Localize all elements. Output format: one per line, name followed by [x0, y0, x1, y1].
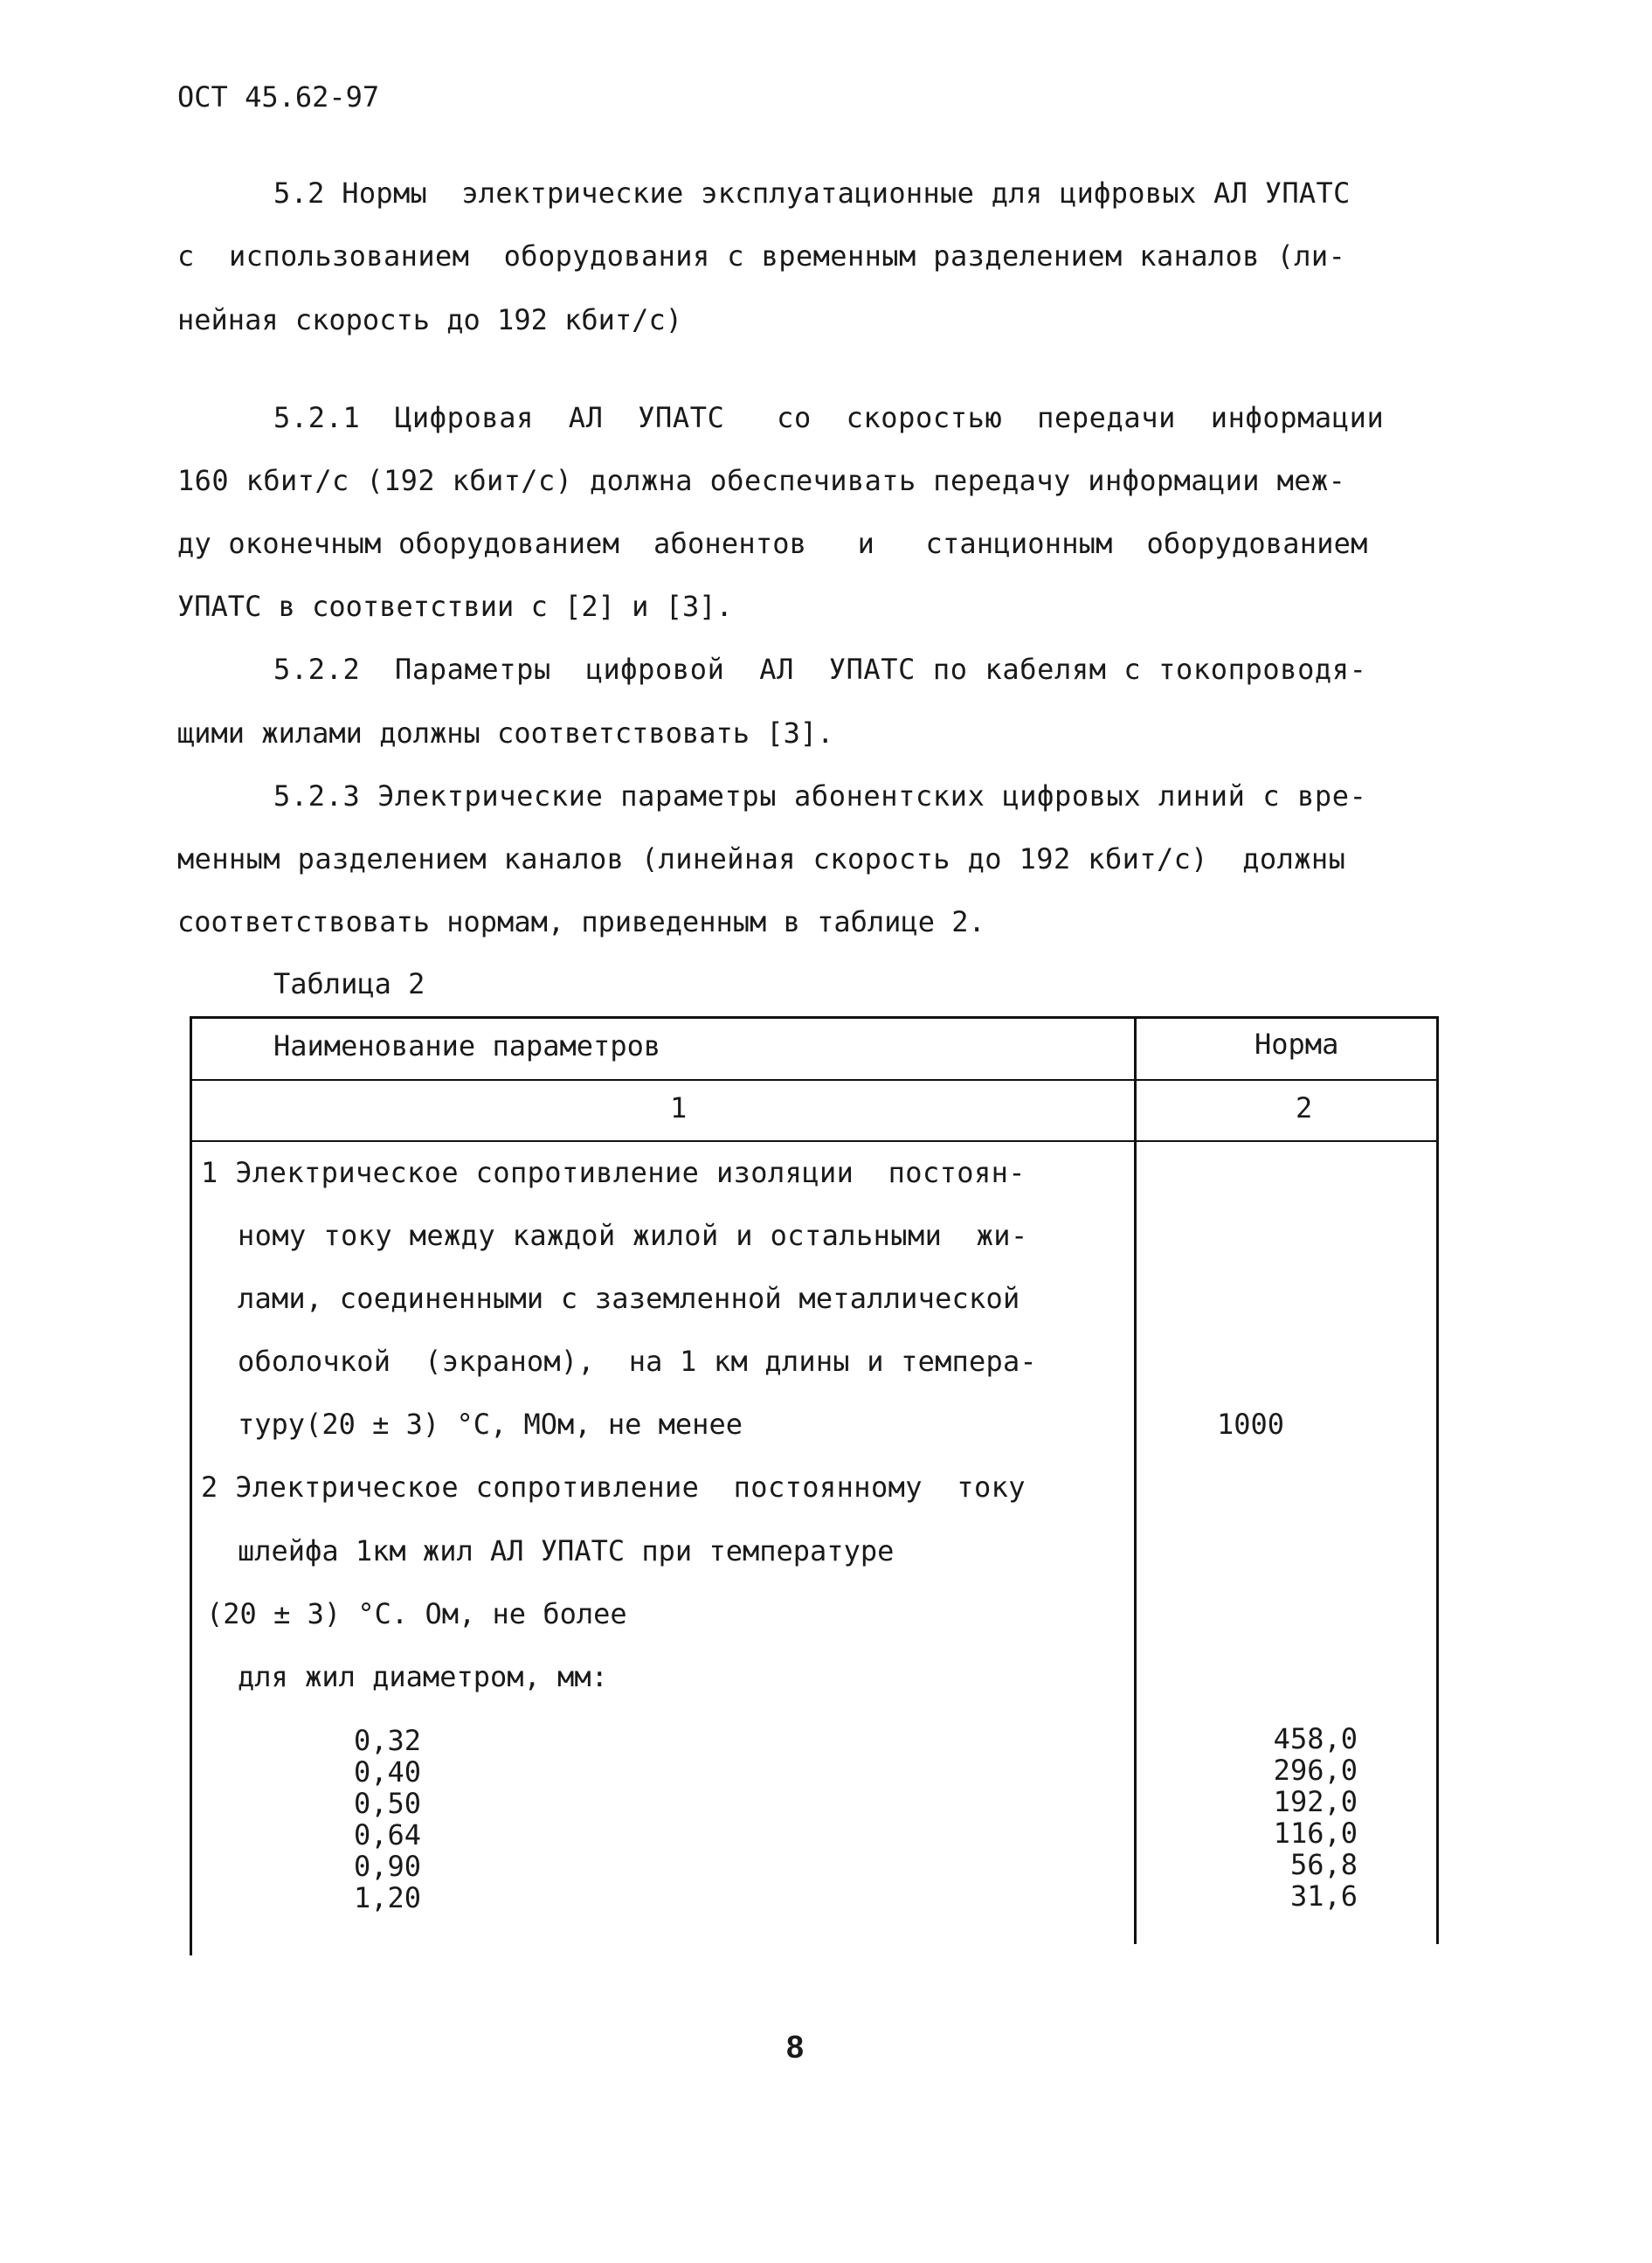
row-1-line-4: оболочкой (экраном), на 1 км длины и темпера- — [238, 1345, 1037, 1378]
section-5-2-3-line-3: соответствовать нормам, приведенным в таблице 2. — [177, 905, 985, 938]
section-5-2-3-line-1: 5.2.3 Электрические параметры абонентских цифровых линий с вре- — [273, 779, 1367, 813]
section-5-2-2-line-1: 5.2.2 Параметры цифровой АЛ УПАТС по кабелям с токопроводя- — [273, 653, 1367, 686]
row-1-norm-value: 1000 — [1217, 1408, 1285, 1441]
row-1-line-5: туру(20 ± 3) °С, МОм, не менее — [238, 1408, 743, 1441]
row-2-line-4: для жил диаметром, мм: — [238, 1660, 608, 1693]
section-5-2-1-line-3: ду оконечным оборудованием абонентов и станционным оборудованием — [177, 527, 1368, 560]
table-header-parameters: Наименование параметров — [273, 1029, 661, 1062]
diameter-norm-value: 116,0 — [1273, 1817, 1358, 1850]
section-5-2-1-line-1: 5.2.1 Цифровая АЛ УПАТС со скоростью передачи информации — [273, 401, 1385, 434]
row-1-line-1: 1 Электрическое сопротивление изоляции постоян- — [201, 1156, 1026, 1189]
table-header-divider — [190, 1079, 1439, 1081]
table-left-border — [190, 1016, 192, 1955]
row-2-line-3: (20 ± 3) °С. Ом, не более — [206, 1597, 627, 1630]
section-5-2-line-2: с использованием оборудования с временным разделением каналов (ли- — [177, 239, 1346, 273]
row-2-line-2: шлейфа 1км жил АЛ УПАТС при температуре — [238, 1534, 895, 1567]
diameter-norm-value: 458,0 — [1273, 1722, 1358, 1755]
table-caption: Таблица 2 — [273, 967, 425, 1000]
table-header-norm: Норма — [1255, 1028, 1339, 1061]
table-column-number-1: 1 — [670, 1091, 688, 1125]
table-right-border — [1436, 1016, 1439, 1944]
section-5-2-line-3: нейная скорость до 192 кбит/с) — [177, 303, 682, 336]
diameter-item: 0,32 — [354, 1724, 422, 1757]
diameter-item: 0,40 — [354, 1755, 422, 1789]
diameter-item: 1,20 — [354, 1881, 422, 1914]
section-5-2-3-line-2: менным разделением каналов (линейная скорость до 192 кбит/с) должны — [177, 842, 1346, 875]
section-5-2-2-line-2: щими жилами должны соответствовать [3]. — [177, 716, 834, 750]
section-5-2-1-line-4: УПАТС в соответствии с [2] и [3]. — [177, 590, 733, 623]
table-top-border — [190, 1016, 1439, 1019]
diameter-item: 0,50 — [354, 1787, 422, 1820]
diameter-norm-value: 192,0 — [1273, 1785, 1358, 1818]
diameter-item: 0,90 — [354, 1850, 422, 1883]
table-column-number-2: 2 — [1296, 1091, 1313, 1125]
row-1-line-2: ному току между каждой жилой и остальными жи- — [238, 1219, 1028, 1252]
document-code: ОСТ 45.62-97 — [177, 80, 380, 114]
row-1-line-3: лами, соединенными с заземленной металлической — [238, 1282, 1020, 1315]
table-column-divider — [1134, 1016, 1137, 1944]
diameter-norm-value: 31,6 — [1289, 1879, 1358, 1913]
diameter-norm-value: 296,0 — [1273, 1754, 1358, 1787]
section-5-2-1-line-2: 160 кбит/с (192 кбит/с) должна обеспечивать передачу информации меж- — [177, 464, 1346, 497]
section-5-2-line-1: 5.2 Нормы электрические эксплуатационные для цифровых АЛ УПАТС — [273, 176, 1351, 210]
row-2-line-1: 2 Электрическое сопротивление постоянному току — [201, 1471, 1026, 1504]
diameter-norm-value: 56,8 — [1289, 1848, 1358, 1881]
page-number: 8 — [786, 2029, 805, 2065]
table-numbering-divider — [190, 1140, 1439, 1142]
diameter-item: 0,64 — [354, 1818, 422, 1851]
